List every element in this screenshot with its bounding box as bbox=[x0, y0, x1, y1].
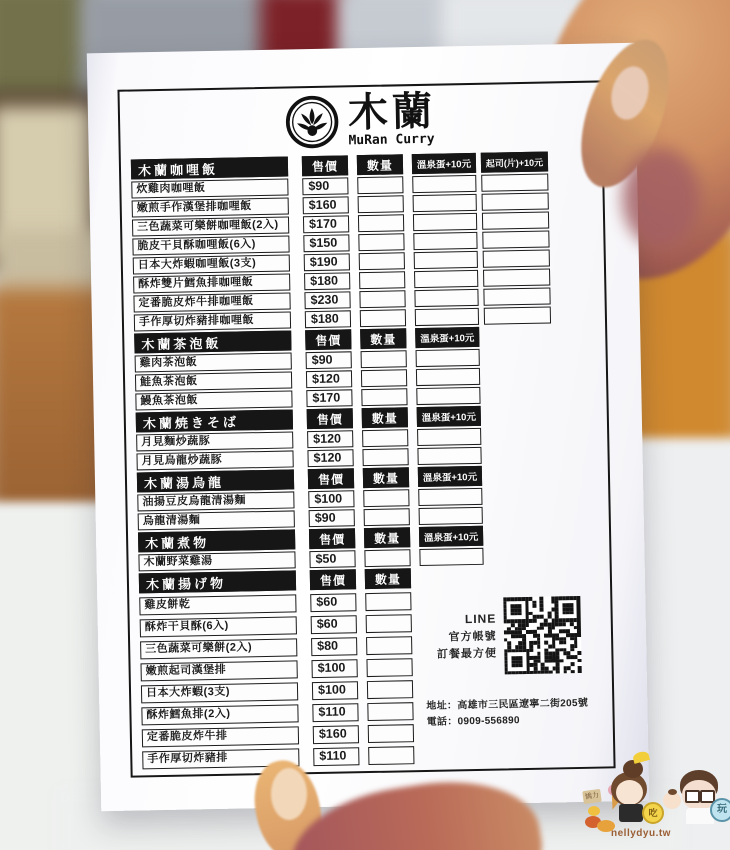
cheese-option-cell bbox=[482, 211, 549, 229]
section-title: 木蘭焼きそば bbox=[136, 409, 293, 432]
menu-item-name: 酥炸雙片鱈魚排咖哩飯 bbox=[133, 273, 290, 293]
watermark bbox=[583, 758, 730, 850]
egg-option-cell bbox=[419, 507, 483, 525]
watermark-glasses-icon bbox=[685, 790, 700, 803]
qty-cell bbox=[358, 214, 404, 232]
line-label-line2: 官方帳號 bbox=[448, 630, 497, 644]
column-header: 數量 bbox=[363, 467, 409, 488]
qty-cell bbox=[361, 369, 407, 387]
phone-text: 電話：0909-556890 bbox=[426, 715, 520, 728]
menu-item-name: 鮭魚茶泡飯 bbox=[135, 371, 292, 391]
section-title: 木蘭揚げ物 bbox=[139, 570, 296, 593]
column-header: 數量 bbox=[360, 328, 406, 349]
qty-cell bbox=[359, 252, 405, 270]
menu-item-price: $80 bbox=[311, 637, 357, 656]
menu-item-price: $90 bbox=[309, 509, 355, 527]
menu-section bbox=[134, 324, 605, 410]
menu-item-price: $180 bbox=[304, 272, 350, 290]
menu-item-name: 雞肉茶泡飯 bbox=[135, 352, 292, 372]
qty-cell bbox=[368, 724, 414, 743]
qty-cell bbox=[362, 448, 408, 466]
section-title: 木蘭咖哩飯 bbox=[131, 156, 288, 179]
menu-section bbox=[138, 523, 609, 571]
menu-item-price: $110 bbox=[312, 703, 358, 722]
column-header: 數量 bbox=[362, 407, 408, 428]
thumbnail-bottom bbox=[271, 768, 307, 820]
egg-option-cell bbox=[414, 289, 478, 307]
egg-option-cell bbox=[414, 270, 478, 288]
column-header: 溫泉蛋+10元 bbox=[419, 526, 483, 547]
watermark-baby-avatar bbox=[668, 789, 677, 795]
menu-item-price: $100 bbox=[308, 490, 354, 508]
section-title: 木蘭湯烏龍 bbox=[137, 469, 294, 492]
lotus-logo-icon bbox=[285, 95, 340, 150]
menu-item-price: $170 bbox=[303, 215, 349, 233]
menu-item-price: $170 bbox=[306, 389, 352, 407]
menu-item-name: 手作厚切炸豬排 bbox=[142, 748, 299, 769]
egg-option-cell bbox=[414, 251, 478, 269]
menu-item-name: 油揚豆皮烏龍清湯麵 bbox=[137, 491, 294, 511]
watermark-food-icon bbox=[588, 806, 600, 816]
qty-cell bbox=[361, 388, 407, 406]
line-label-line3: 訂餐最方便 bbox=[436, 647, 498, 661]
section-title: 木蘭茶泡飯 bbox=[134, 330, 291, 353]
qty-cell bbox=[364, 549, 410, 567]
menu-item-name: 定番脆皮炸牛排咖哩飯 bbox=[133, 292, 290, 312]
menu-item-name: 定番脆皮炸牛排 bbox=[142, 726, 299, 747]
menu-paper bbox=[87, 43, 649, 811]
cheese-option-cell bbox=[483, 268, 550, 286]
qty-cell bbox=[367, 702, 413, 721]
menu-table bbox=[131, 150, 613, 773]
menu-item-name: 三色蔬菜可樂餅咖哩飯(2入) bbox=[132, 216, 289, 236]
menu-item-name: 手作厚切炸豬排咖哩飯 bbox=[134, 311, 291, 331]
menu-item-price: $120 bbox=[306, 370, 352, 388]
menu-section bbox=[136, 403, 607, 470]
egg-option-cell bbox=[416, 349, 480, 367]
cheese-option-cell bbox=[481, 173, 548, 191]
cheese-option-cell bbox=[484, 306, 551, 324]
column-header: 溫泉蛋+10元 bbox=[415, 327, 479, 348]
menu-item-price: $100 bbox=[311, 659, 357, 678]
egg-option-cell bbox=[413, 213, 477, 231]
watermark-site-text: nellydyu.tw bbox=[611, 828, 671, 839]
menu-item-name: 鰻魚茶泡飯 bbox=[135, 390, 292, 410]
logo-subtitle: MuRan Curry bbox=[348, 131, 435, 149]
egg-option-cell bbox=[416, 387, 480, 405]
menu-item-price: $120 bbox=[307, 430, 353, 448]
menu-section bbox=[137, 463, 608, 530]
menu-item-name: 日本大炸蝦(3支) bbox=[141, 682, 298, 703]
menu-item-name: 雞皮餅乾 bbox=[139, 594, 296, 615]
qty-cell bbox=[368, 746, 414, 765]
line-label bbox=[436, 610, 497, 664]
menu-section bbox=[131, 150, 604, 331]
menu-item-name: 嫩煎手作漢堡排咖哩飯 bbox=[132, 197, 289, 217]
menu-item-price: $190 bbox=[304, 253, 350, 271]
knuckle-top-right bbox=[622, 148, 700, 248]
cheese-option-cell bbox=[482, 192, 549, 210]
menu-item-price: $50 bbox=[309, 550, 355, 568]
egg-option-cell bbox=[416, 368, 480, 386]
menu-item-price: $100 bbox=[312, 681, 358, 700]
egg-option-cell bbox=[418, 488, 482, 506]
egg-option-cell bbox=[413, 232, 477, 250]
menu-item-name: 脆皮干貝酥咖哩飯(6入) bbox=[132, 235, 289, 255]
watermark-girl-avatar bbox=[623, 760, 643, 778]
cheese-option-cell bbox=[483, 249, 550, 267]
menu-item-name: 酥炸鱈魚排(2入) bbox=[141, 704, 298, 725]
egg-option-cell bbox=[417, 447, 481, 465]
column-header: 溫泉蛋+10元 bbox=[418, 466, 482, 487]
menu-item-price: $150 bbox=[303, 234, 349, 252]
column-header: 售價 bbox=[308, 468, 354, 489]
menu-item-name: 月見麵炒蔬豚 bbox=[136, 431, 293, 451]
address-text: 地址：高雄市三民區遼寧二街205號 bbox=[426, 697, 589, 712]
menu-item-price: $230 bbox=[304, 291, 350, 309]
qty-cell bbox=[364, 508, 410, 526]
column-header: 數量 bbox=[357, 154, 403, 175]
menu-item-row bbox=[142, 742, 612, 769]
qty-cell bbox=[358, 233, 404, 251]
cheese-option-cell bbox=[483, 287, 550, 305]
column-header: 溫泉蛋+10元 bbox=[412, 153, 476, 174]
qr-code bbox=[503, 596, 582, 675]
watermark-eat-badge: 吃 bbox=[642, 802, 664, 824]
qty-cell bbox=[357, 176, 403, 194]
egg-option-cell bbox=[413, 194, 477, 212]
menu-item-price: $180 bbox=[305, 310, 351, 328]
column-header: 溫泉蛋+10元 bbox=[417, 406, 481, 427]
watermark-girl-avatar bbox=[616, 780, 643, 805]
logo-title: 木蘭 bbox=[347, 89, 437, 136]
watermark-girl-avatar bbox=[619, 804, 643, 822]
menu-item-price: $60 bbox=[310, 593, 356, 612]
menu-item-price: $160 bbox=[303, 196, 349, 214]
menu-item-name: 酥炸干貝酥(6入) bbox=[140, 616, 297, 637]
menu-item-price: $90 bbox=[302, 177, 348, 195]
menu-item-name: 炊雞肉咖哩飯 bbox=[131, 178, 288, 198]
column-header: 起司(片)+10元 bbox=[481, 151, 548, 172]
egg-option-cell bbox=[415, 308, 479, 326]
column-header: 售價 bbox=[307, 408, 353, 429]
qty-cell bbox=[360, 309, 406, 327]
column-header: 售價 bbox=[309, 528, 355, 549]
line-contact-block bbox=[405, 596, 581, 677]
qty-cell bbox=[367, 680, 413, 699]
qty-cell bbox=[359, 271, 405, 289]
qty-cell bbox=[361, 350, 407, 368]
qty-cell bbox=[359, 290, 405, 308]
menu-item-name: 三色蔬菜可樂餅(2入) bbox=[140, 638, 297, 659]
line-label-line1: LINE bbox=[464, 611, 497, 627]
menu-item-price: $110 bbox=[313, 747, 359, 766]
menu-item-price: $120 bbox=[307, 449, 353, 467]
column-header: 數量 bbox=[365, 568, 411, 589]
menu-item-name: 月見烏龍炒蔬豚 bbox=[136, 450, 293, 470]
menu-item-price: $160 bbox=[313, 725, 359, 744]
menu-item-name: 嫩煎起司漢堡排 bbox=[140, 660, 297, 681]
section-title: 木蘭煮物 bbox=[138, 529, 295, 552]
column-header: 售價 bbox=[302, 155, 348, 176]
menu-item-name: 日本大炸蝦咖哩飯(3支) bbox=[133, 254, 290, 274]
watermark-tag: 憍力 bbox=[582, 789, 602, 804]
menu-item-name: 木蘭野菜雞湯 bbox=[138, 551, 295, 571]
egg-option-cell bbox=[419, 548, 483, 566]
qty-cell bbox=[363, 489, 409, 507]
menu-item-price: $60 bbox=[311, 615, 357, 634]
menu-item-name: 烏龍清湯麵 bbox=[138, 510, 295, 530]
egg-option-cell bbox=[412, 175, 476, 193]
column-header: 售價 bbox=[310, 569, 356, 590]
menu-border bbox=[117, 80, 615, 777]
watermark-play-badge: 玩 bbox=[710, 798, 730, 822]
egg-option-cell bbox=[417, 428, 481, 446]
logo-row bbox=[120, 87, 602, 154]
column-header: 數量 bbox=[364, 527, 410, 548]
cheese-option-cell bbox=[482, 230, 549, 248]
column-header: 售價 bbox=[305, 329, 351, 350]
qty-cell bbox=[362, 429, 408, 447]
qty-cell bbox=[358, 195, 404, 213]
address-block bbox=[426, 695, 610, 731]
qr-module bbox=[578, 670, 582, 674]
menu-item-price: $90 bbox=[306, 351, 352, 369]
